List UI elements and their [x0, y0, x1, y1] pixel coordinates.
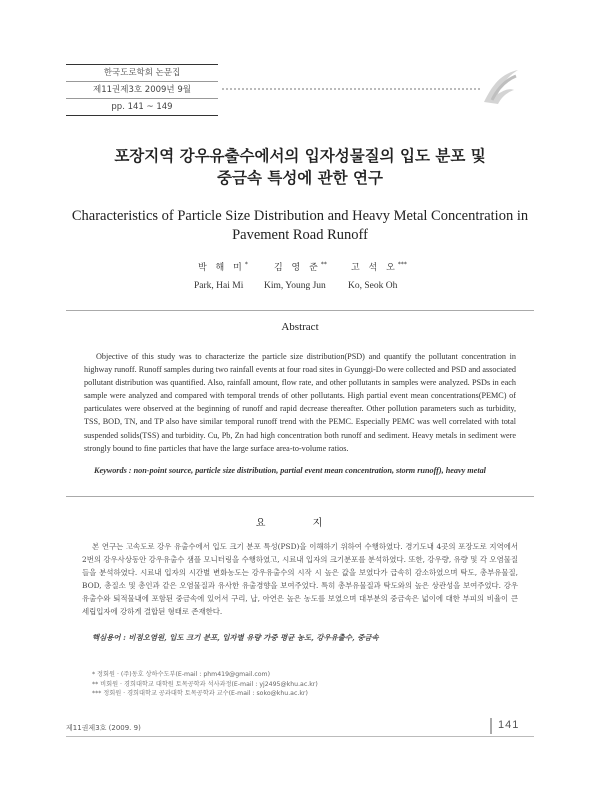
journal-issue: 제11권제3호 2009년 9월 [66, 81, 218, 98]
journal-info-box [66, 64, 218, 116]
abstract-body: Objective of this study was to characterize the particle size distribution(PSD) and quantify the pollutant concentration in highway runoff. Runoff samples during two rainfall events at four road sites in Gyunggi-Do were collected and PSD and associated pollutant distribution was quantified. Also, rainfall amount, flow rate, and other pollutants in samples were analyzed. PSDs in each sample were analyzed and compared with temporal trends of other pollutants. High partial event mean concentrations(PEMC) of particulates were observed at the beginning of runoff and rapid decrease thereafter. Other pollution parameters such as turbidity, TSS, BOD, TN, and TP also have similar temporal runoff trend with the PEMC. Especially PEMC was well correlated with total suspended solids(TSS) and turbidity. Cu, Pb, Zn had high concentration both runoff and sediment. Heavy metals in sediment were strongly bound to fine particles that have the large surface area-to-volume ratios. [84, 352, 516, 453]
title-ko-line-2: 중금속 특성에 관한 연구 [217, 169, 383, 187]
page-number: 141 [498, 719, 520, 731]
abstract-heading: Abstract [281, 321, 319, 333]
author-en-1: Park, Hai Mi [194, 281, 244, 291]
footer-issue: 제11권제3호 (2009. 9) [66, 724, 141, 732]
summary-heading: 요 지 [255, 518, 345, 529]
journal-logo-icon [478, 66, 522, 106]
header-dotted-line [222, 88, 480, 90]
abstract-keywords: Keywords : non-point source, particle size distribution, partial event mean concentration, storm runoff), heavy metal [94, 466, 486, 475]
author-ko-1: 박 해 미* [198, 261, 248, 273]
author-ko-2: 김 영 준** [274, 261, 327, 273]
summary-keywords: 핵심용어 : 비점오염원, 입도 크기 분포, 입자별 유량 가중 평균 농도, 강우유출수, 중금속 [92, 633, 379, 642]
abstract-top-rule [66, 310, 534, 311]
author-en-3: Ko, Seok Oh [348, 281, 398, 291]
journal-pages: pp. 141 ~ 149 [66, 98, 218, 115]
footer-divider [490, 718, 492, 734]
summary-body: 본 연구는 고속도로 강우 유출수에서 입도 크기 분포 특성(PSD)을 이해하기 위하여 수행하였다. 경기도내 4곳의 포장도로 지역에서 2번의 강우사상동안 강우유출수 샘플 모니터링을 수행하였고, 시료내 입자의 크기분포를 분석하였다. 또한, 강우량, 유량 및 각 오염물질들을 분석하였다. 시료내 입자의 시간별 변화농도는 강우유출수의 시작 시 높은 값을 보였다가 급속히 감소하였으며 탁도, 총부유물질, BOD, 총질소 및 총인과 같은 오염물질과 유사한 유출경향을 보여주었다. 특히 총부유물질과 탁도와의 높은 상관성을 보여주었다. 강우유출수와 퇴적물내에 포함된 중금속에 있어서 구리, 납, 아연은 높은 농도를 보였으며 대부분의 중금속은 넓이에 대한 부피의 비율이 큰 세립입자에 강하게 결합된 형태로 존재한다. [82, 542, 518, 617]
author-footnotes [92, 670, 492, 699]
footnote-1: * 정회원 · (주)동호 상하수도부(E-mail : phm419@gmail.com) [92, 671, 270, 678]
journal-name: 한국도로학회 논문집 [103, 68, 181, 78]
title-en-line-2: Pavement Road Runoff [232, 227, 368, 243]
footnote-3: *** 정회원 · 경희대학교 공과대학 토목공학과 교수(E-mail : soko@khu.ac.kr) [92, 690, 308, 697]
title-ko-line-1: 포장지역 강우유출수에서의 입자성물질의 입도 분포 및 [114, 147, 486, 165]
title-en-line-1: Characteristics of Particle Size Distribution and Heavy Metal Concentration in [71, 208, 529, 224]
footer-rule [66, 736, 534, 737]
footnote-2: ** 비회원 · 경희대학교 대학원 토목공학과 석사과정(E-mail : yj2495@khu.ac.kr) [92, 680, 318, 688]
author-ko-3: 고 석 오*** [351, 261, 407, 273]
author-en-2: Kim, Young Jun [264, 281, 326, 291]
abstract-bottom-rule [66, 496, 534, 497]
